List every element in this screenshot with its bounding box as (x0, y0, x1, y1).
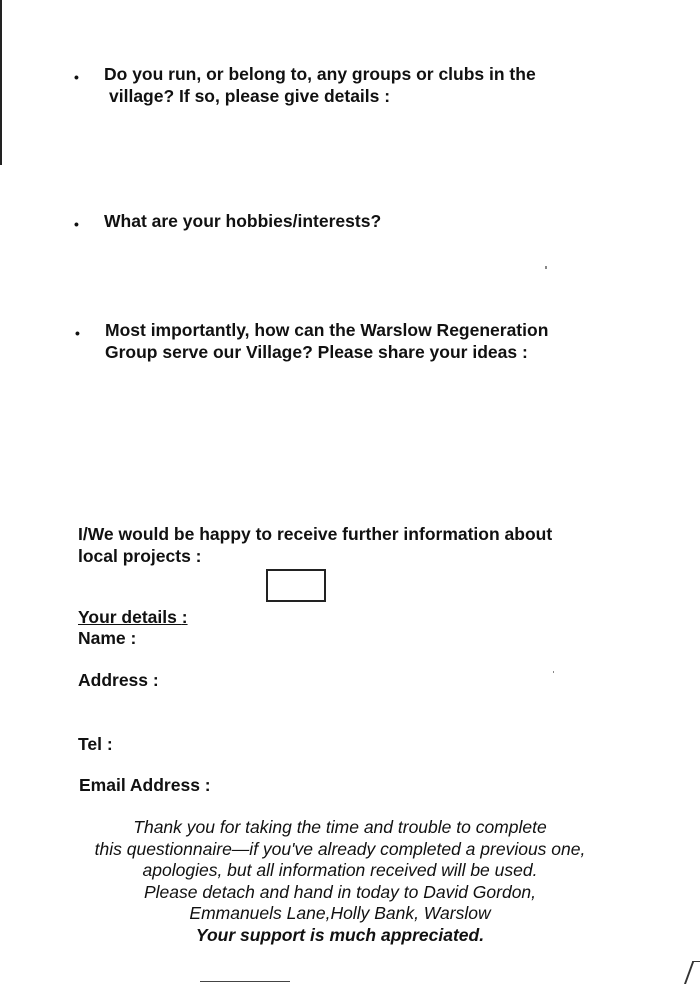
email-field-label: Email Address : (79, 775, 211, 795)
scan-edge-bottom (200, 981, 290, 982)
question-hobbies (74, 210, 382, 232)
tel-field-label: Tel : (78, 734, 113, 754)
question-text-line: Most importantly, how can the Warslow Regeneration (105, 320, 549, 340)
thank-you-note (60, 817, 620, 946)
optin-text-line: I/We would be happy to receive further information about (78, 524, 553, 544)
scan-edge-corner (684, 961, 700, 984)
bullet-icon: • (74, 69, 79, 85)
closing-line: Your support is much appreciated. (195, 924, 485, 945)
question-text-line: Group serve our Village? Please share your ideas : (105, 342, 528, 362)
thank-you-line: Emmanuels Lane,Holly Bank, Warslow (189, 903, 491, 923)
scan-speck (553, 671, 554, 673)
question-text-line: What are your hobbies/interests? (104, 211, 382, 231)
scan-edge-left (0, 0, 2, 165)
question-groups (74, 63, 536, 107)
thank-you-line: Please detach and hand in today to David Gordon, (143, 881, 537, 902)
bullet-icon: • (75, 325, 80, 341)
thank-you-line: apologies, but all information received will be used. (142, 860, 538, 880)
thank-you-line: Thank you for taking the time and trouble to complete (133, 817, 547, 837)
bullet-icon: • (74, 216, 79, 232)
question-text-line: village? If so, please give details : (109, 86, 391, 106)
question-ideas (75, 319, 549, 363)
details-heading-text: Your details (78, 607, 182, 627)
optin-checkbox[interactable] (266, 569, 326, 602)
details-heading (78, 606, 188, 628)
details-heading-colon: : (181, 607, 188, 627)
thank-you-line: this questionnaire—if you've already completed a previous one, (94, 838, 586, 859)
address-field-label: Address : (78, 670, 159, 690)
scan-speck (545, 266, 547, 269)
question-text-line: Do you run, or belong to, any groups or clubs in the (104, 64, 536, 84)
name-field-label: Name : (78, 628, 137, 648)
optin-text-line: local projects : (78, 546, 202, 566)
optin-statement (78, 523, 552, 567)
